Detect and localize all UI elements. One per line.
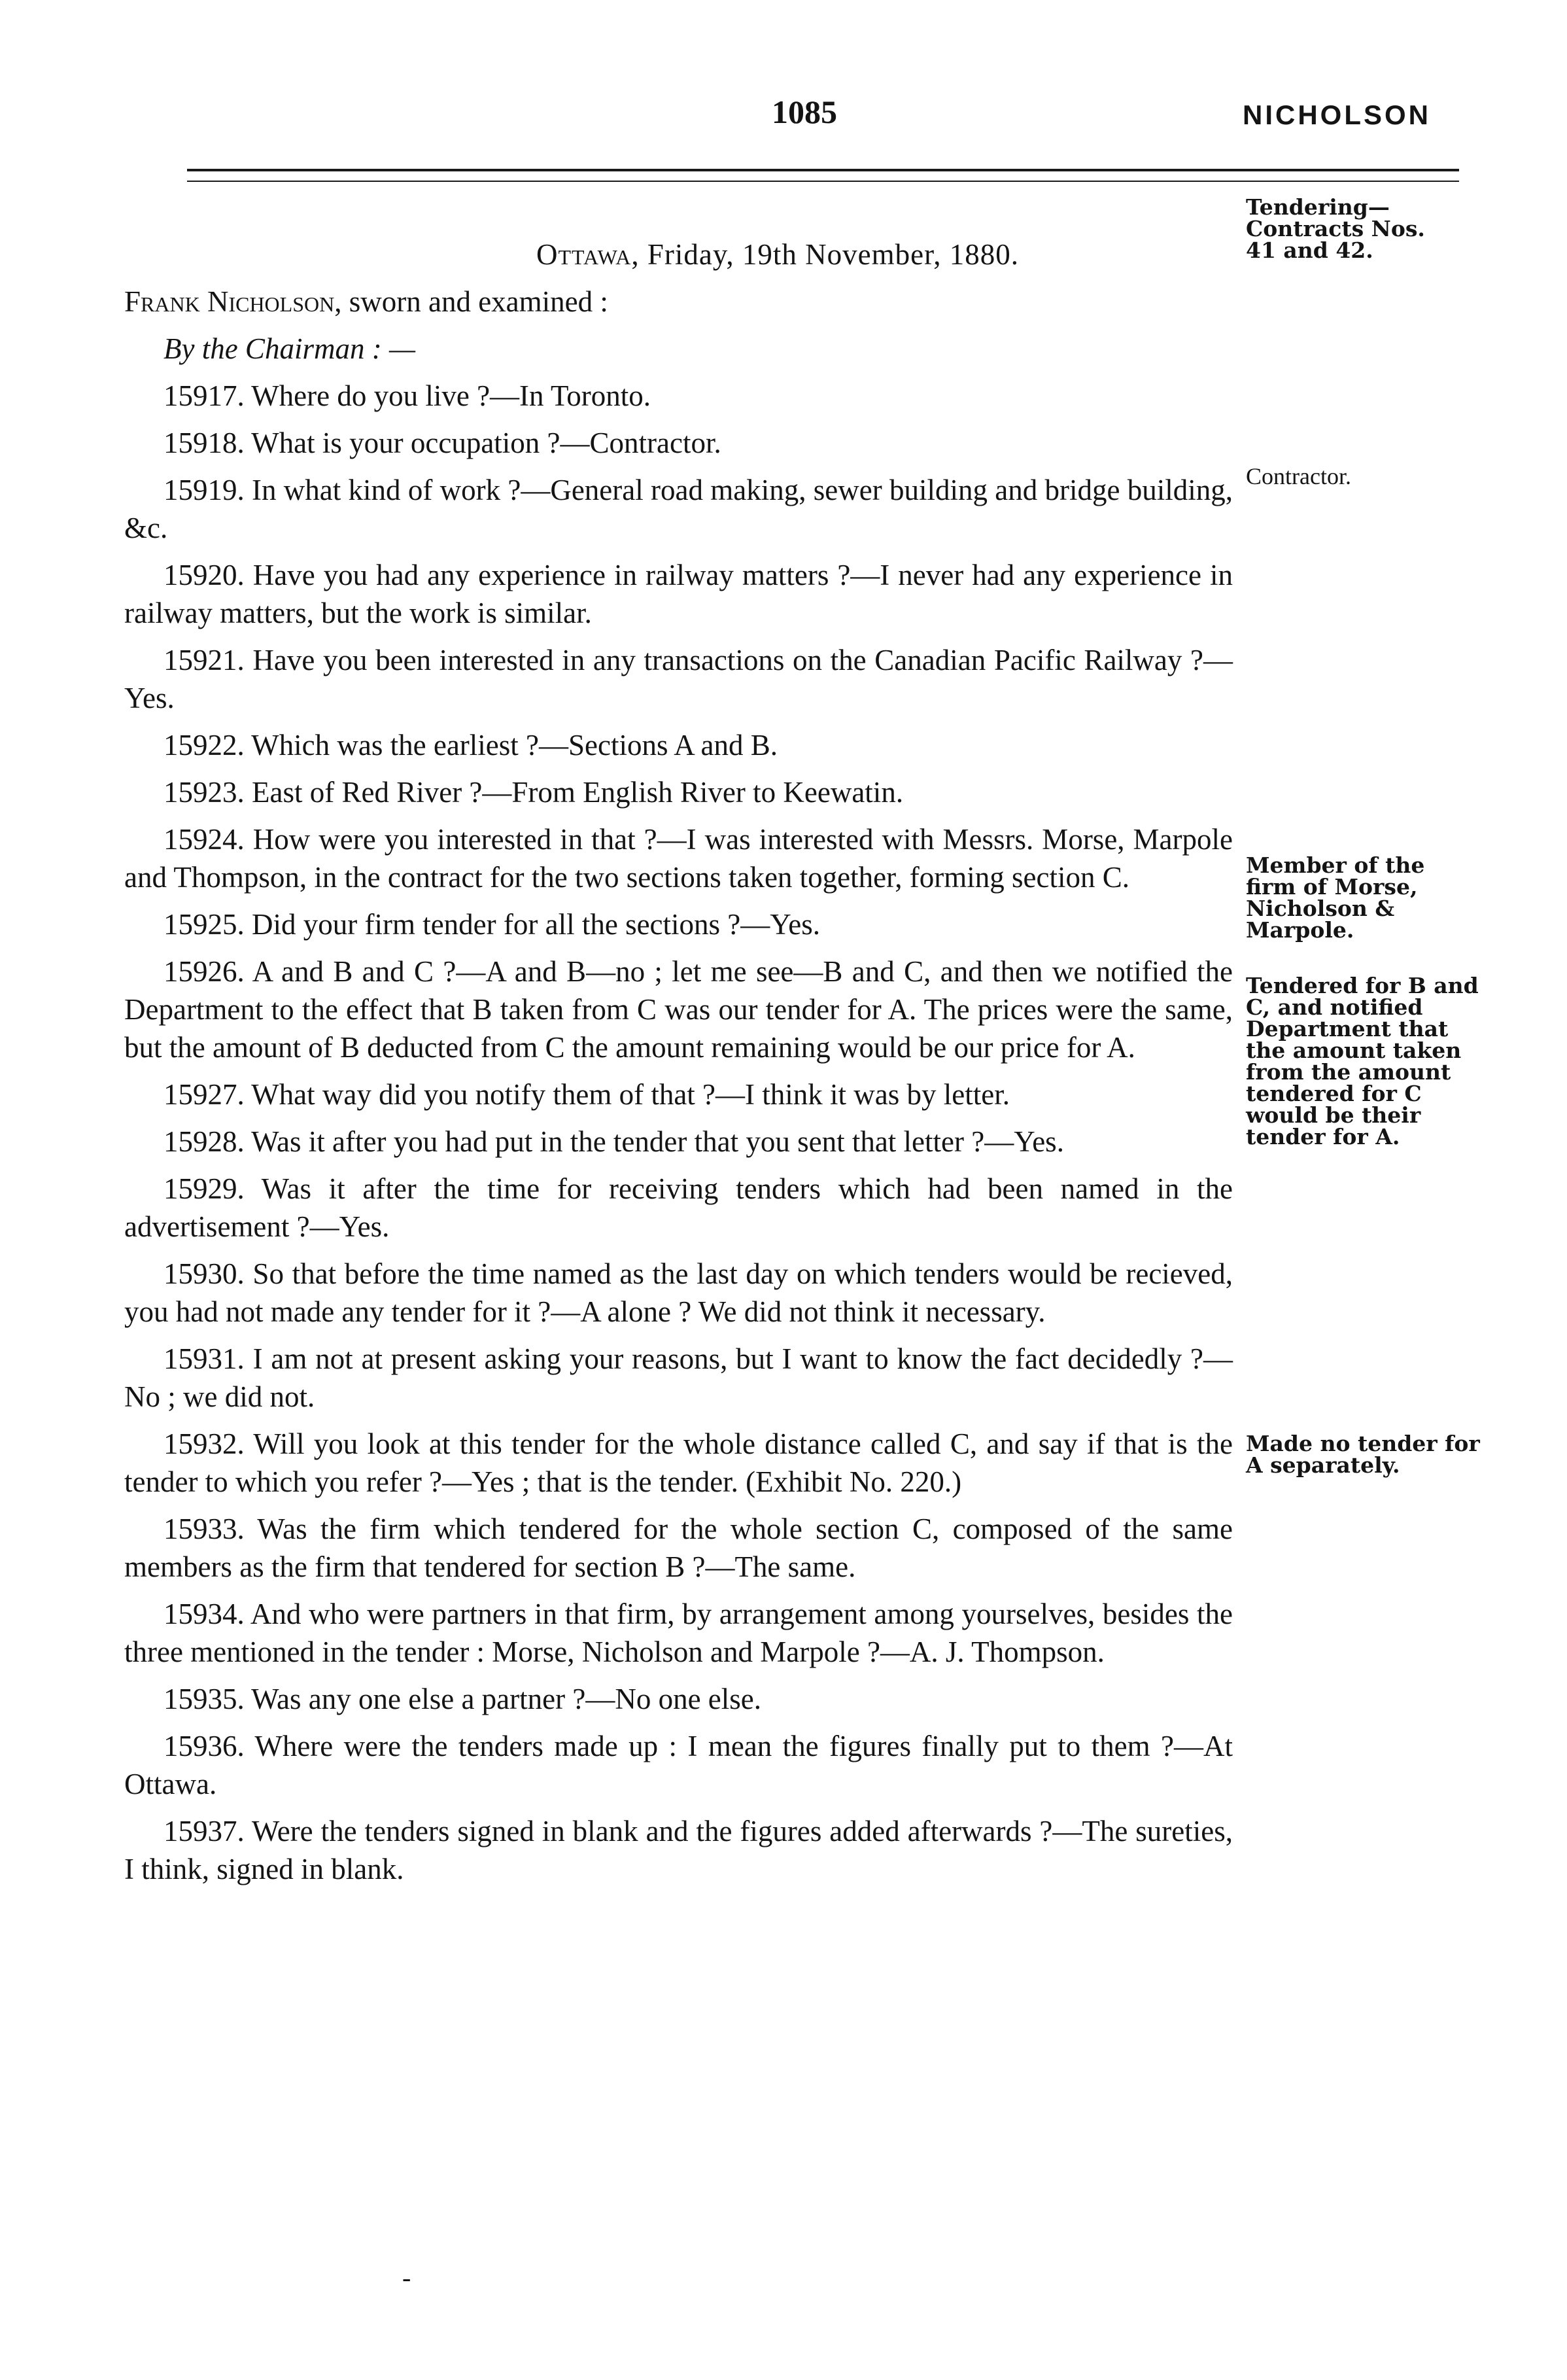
testimony-paragraph: 15922. Which was the earliest ?—Sections A and B. [164,729,778,761]
testimony-column [124,236,1233,1897]
header-rule [187,169,1459,171]
testimony-paragraph: 15928. Was it after you had put in the tender that you sent that letter ?—Yes. [164,1125,1064,1158]
testimony-paragraph: 15920. Have you had any experience in railway matters ?—I never had any experience in railway matters, but the work is similar. [124,559,1233,629]
header-rule [187,181,1459,182]
testimony-paragraph: 15926. A and B and C ?—A and B—no ; let me see—B and C, and then we notified the Department to the effect that B taken from C was our tender for A. The prices were the same, but the amount of B deducted from C the amount remaining would be our price for A. [124,955,1233,1064]
testimony-paragraph: 15918. What is your occupation ?—Contractor. [164,427,721,459]
witness-status: , sworn and examined : [334,285,608,318]
dateline-date: , Friday, 19th November, 1880. [631,238,1020,271]
testimony-paragraph: 15930. So that before the time named as the last day on which tenders would be recieved, you had not made any tender for it ?—A alone ? We did not think it necessary. [124,1257,1233,1328]
testimony-paragraph: 15937. Were the tenders signed in blank and the figures added afterwards ?—The sureties, I think, signed in blank. [124,1815,1233,1885]
testimony-paragraph: 15927. What way did you notify them of that ?—I think it was by letter. [164,1078,1010,1111]
testimony-paragraph: 15919. In what kind of work ?—General road making, sewer building and bridge building, &c. [124,474,1233,544]
testimony-paragraph: 15934. And who were partners in that firm, by arrangement among yourselves, besides the three mentioned in the tender : Morse, Nicholson and Marpole ?—A. J. Thompson. [124,1598,1233,1668]
testimony-paragraph: 15923. East of Red River ?—From English River to Keewatin. [164,776,904,809]
testimony-paragraph: 15921. Have you been interested in any transactions on the Canadian Pacific Railway ?—Yes. [124,644,1233,714]
side-note-made-no-tender: Made no tender for A separately. [1246,1431,1480,1478]
witness-line [124,283,1233,321]
side-note-tendered: Tendered for B and C, and notified Department that the amount taken from the amount tendered for C would be their tender for A. [1246,973,1479,1149]
testimony-paragraph: 15917. Where do you live ?—In Toronto. [164,379,651,412]
witness-name: Frank Nicholson [124,285,335,318]
testimony-paragraph: 15932. Will you look at this tender for the whole distance called C, and say if that is the tender to which you refer ?—Yes ; that is the tender. (Exhibit No. 220.) [124,1427,1233,1498]
testimony-paragraph: 15925. Did your firm tender for all the sections ?—Yes. [164,908,820,941]
testimony-paragraph: 15929. Was it after the time for receiving tenders which had been named in the advertisement ?—Yes. [124,1172,1233,1243]
side-note-contractor: Contractor. [1246,463,1351,489]
page-number: 1085 [772,94,837,130]
testimony-paragraph: 15936. Where were the tenders made up : I mean the figures finally put to them ?—At Ottawa. [124,1730,1233,1800]
testimony-paragraph: 15931. I am not at present asking your reasons, but I want to know the fact decidedly ?—No ; we did not. [124,1342,1233,1413]
testimony-paragraph: 15935. Was any one else a partner ?—No one else. [164,1683,761,1715]
side-note-tendering: Tendering— Contracts Nos. 41 and 42. [1246,194,1425,263]
testimony-paragraph: 15924. How were you interested in that ?—I was interested with Messrs. Morse, Marpole and Thompson, in the contract for the two sections taken together, forming section C. [124,823,1233,894]
side-note-member: Member of the firm of Morse, Nicholson & Marpole. [1246,852,1425,943]
dateline-place: Ottawa [536,238,632,271]
printer-mark: - [402,2263,411,2292]
running-head: NICHOLSON [1243,99,1431,130]
testimony-paragraph: 15933. Was the firm which tendered for the whole section C, composed of the same members as the firm that tendered for section B ?—The same. [124,1513,1233,1583]
examiner-heading: By the Chairman : — [164,332,415,365]
dateline [124,236,1233,273]
